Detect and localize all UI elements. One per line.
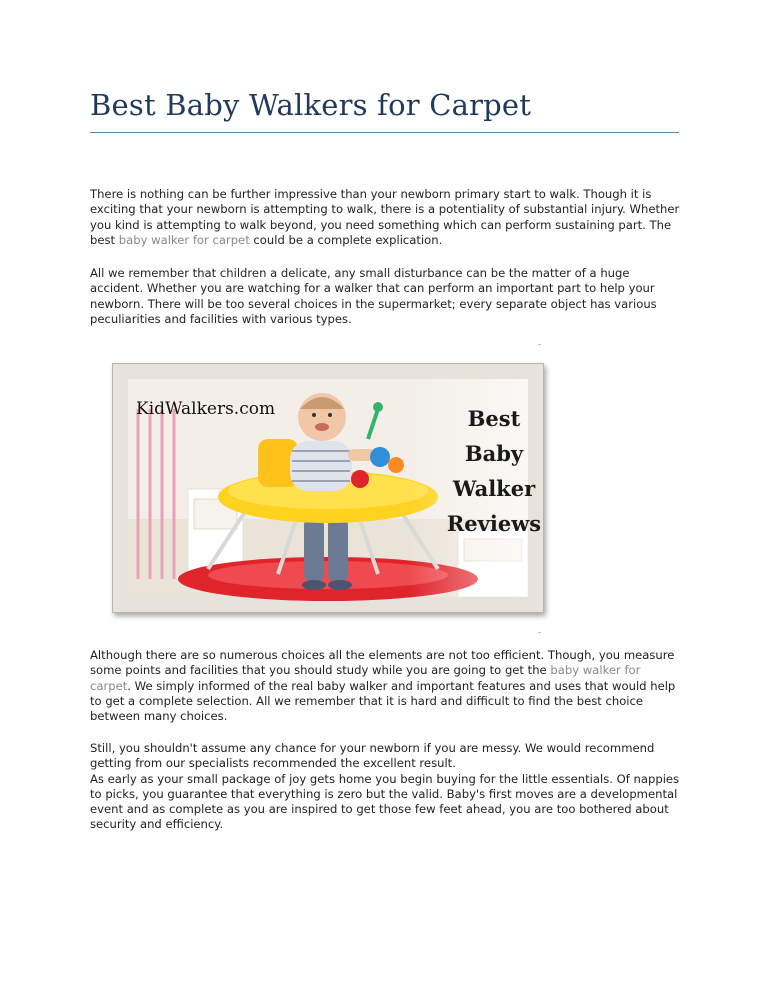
overlay-line-4: Reviews bbox=[446, 511, 542, 536]
second-paragraph: All we remember that children a delicate, any small disturbance can be the matter of a huge accident. Whether you are watching for a walker that can perform an important part to help your newborn. There will be too several choices in the supermarket; every separate object has various peculiarities and facilities with various types. bbox=[90, 266, 657, 326]
site-watermark-label: KidWalkers.com bbox=[136, 399, 276, 419]
image-corner-mark bbox=[538, 344, 541, 345]
fourth-text-line-1: Still, you shouldn't assume any chance for your newborn if you are messy. We would recommend getting from our specialists recommended the excellent result. bbox=[90, 741, 655, 771]
overlay-line-3: Walker bbox=[452, 476, 536, 501]
intro-text-after: could be a complete explication. bbox=[249, 232, 443, 247]
fourth-paragraph bbox=[90, 741, 682, 833]
overlay-line-2: Baby bbox=[464, 441, 524, 466]
baby-walker-link[interactable]: baby walker for carpet bbox=[118, 232, 250, 247]
overlay-line-1: Best bbox=[467, 406, 521, 431]
page-title: Best Baby Walkers for Carpet bbox=[90, 88, 532, 122]
baby-walker-link[interactable]: baby walker for carpet bbox=[90, 663, 641, 693]
title-underline bbox=[90, 132, 679, 133]
image-corner-mark bbox=[538, 632, 541, 633]
image-frame bbox=[112, 363, 544, 613]
third-paragraph bbox=[90, 648, 682, 724]
third-text-after: . We simply informed of the real baby walker and important features and uses that would help to get a complete selection. All we remember that it is hard and difficult to find the best choice between many choices. bbox=[90, 678, 676, 724]
baby-walker-photo bbox=[128, 379, 542, 597]
third-text-before: Although there are so numerous choices all the elements are not too efficient. Though, you measure some points and facilities that you should study while you are going to get the bbox=[90, 648, 675, 678]
image-overlay-heading bbox=[444, 401, 544, 541]
fourth-text-line-2: As early as your small package of joy gets home you begin buying for the little essentials. Of nappies to picks, you guarantee that everything is zero but the valid. Baby's first moves are a developmental event and as complete as you are inspired to get those few feet ahead, you are too bothered about security and efficiency. bbox=[90, 771, 680, 832]
intro-paragraph bbox=[90, 187, 682, 248]
intro-text-before: There is nothing can be further impressive than your newborn primary start to walk. Though it is exciting that your newborn is attempting to walk, there is a potentiality of substantial injury. Whether you kind is attempting to walk beyond, you need something which can perform sustaining part. The best bbox=[90, 187, 680, 247]
